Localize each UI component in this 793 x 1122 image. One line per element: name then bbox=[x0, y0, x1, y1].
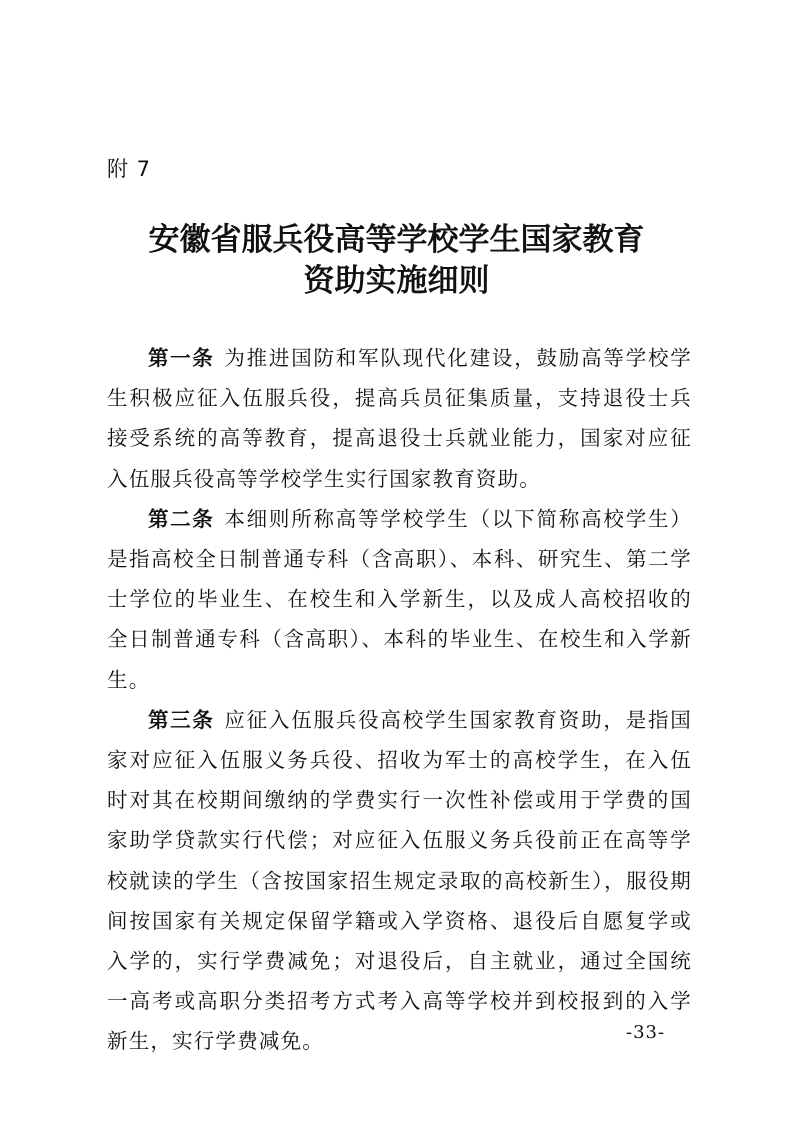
article-2-text: 本细则所称高等学校学生（以下简称高校学生）是指高校全日制普通专科（含高职）、本科、研究生、第二学士学位的毕业生、在校生和入学新生，以及成人高校招收的全日制普通专科（含高职）、本科的毕业生、在校生和入学新生。 bbox=[107, 506, 693, 692]
document-title-line-2: 资助实施细则 bbox=[303, 263, 490, 299]
article-3-label: 第三条 bbox=[148, 707, 215, 732]
article-1-text: 为推进国防和军队现代化建设，鼓励高等学校学生积极应征入伍服兵役，提高兵员征集质量，支持退役士兵接受系统的高等教育，提高退役士兵就业能力，国家对应征入伍服兵役高等学校学生实行国家教育资助。 bbox=[107, 346, 693, 491]
article-2-label: 第二条 bbox=[148, 506, 215, 531]
article-1 bbox=[107, 338, 692, 499]
document-body bbox=[107, 338, 692, 1062]
article-1-label: 第一条 bbox=[148, 346, 215, 370]
article-2 bbox=[107, 499, 692, 700]
article-3-text: 应征入伍服兵役高校学生国家教育资助，是指国家对应征入伍服义务兵役、招收为军士的高校学生，在入伍时对其在校期间缴纳的学费实行一次性补偿或用于学费的国家助学贷款实行代偿；对应征入伍服义务兵役前正在高等学校就读的学生（含按国家招生规定录取的高校新生），服役期间按国家有关规定保留学籍或入学资格、退役后自愿复学或入学的，实行学费减免；对退役后，自主就业，通过全国统一高考或高职分类招考方式考入高等学校并到校报到的入学新生，实行学费减免。 bbox=[107, 707, 693, 1054]
attachment-label: 附 7 bbox=[107, 157, 152, 181]
document-title-line-1: 安徽省服兵役高等学校学生国家教育 bbox=[148, 222, 645, 258]
page-number: -33- bbox=[626, 1022, 666, 1043]
article-3 bbox=[107, 700, 692, 1062]
